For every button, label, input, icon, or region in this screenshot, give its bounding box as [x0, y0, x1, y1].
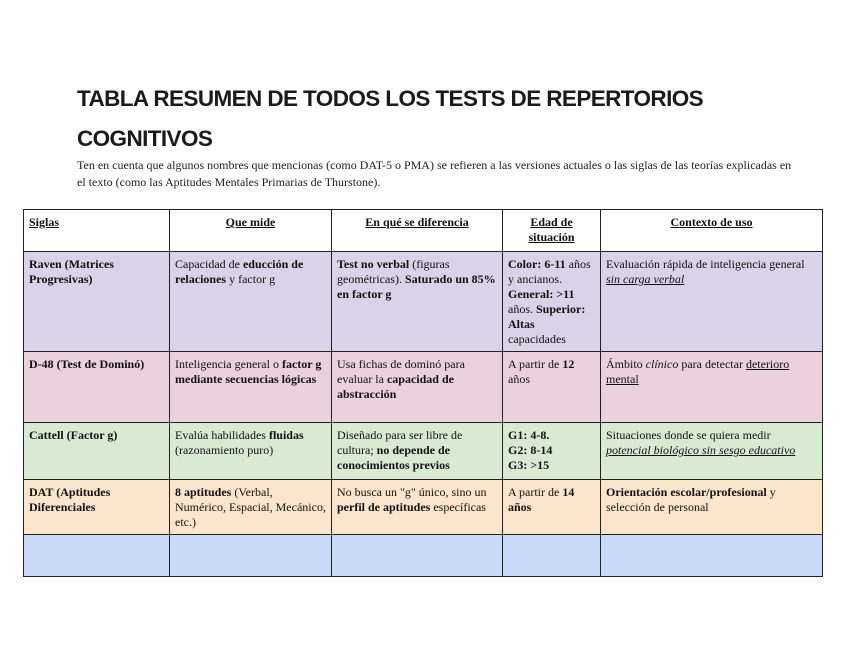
cell-sigla: D-48 (Test de Dominó) [24, 352, 170, 423]
cell-edad: Color: 6-11 años y ancianos. General: >11 años. Superior: Altas capacidades [503, 252, 601, 352]
cell-empty [503, 535, 601, 577]
cell-mide: Inteligencia general o factor g mediante secuencias lógicas [170, 352, 332, 423]
cell-sigla: DAT (Aptitudes Diferenciales [24, 480, 170, 535]
cell-mide: 8 aptitudes (Verbal, Numérico, Espacial, Mecánico, etc.) [170, 480, 332, 535]
table-row [24, 352, 823, 423]
cell-sigla: Raven (Matrices Progresivas) [24, 252, 170, 352]
cell-contexto: Evaluación rápida de inteligencia general sin carga verbal [601, 252, 823, 352]
cell-diferencia: Test no verbal (figuras geométricas). Saturado un 85% en factor g [332, 252, 503, 352]
cell-edad: A partir de 12 años [503, 352, 601, 423]
cell-diferencia: Usa fichas de dominó para evaluar la capacidad de abstracción [332, 352, 503, 423]
summary-table [23, 209, 823, 577]
intro-paragraph: Ten en cuenta que algunos nombres que mencionas (como DAT-5 o PMA) se refieren a las versiones actuales o las siglas de las teorías explicadas en el texto (como las Aptitudes Mentales Primarias de Thurstone). [77, 158, 792, 189]
cell-mide: Capacidad de educción de relaciones y factor g [170, 252, 332, 352]
header-diferencia: En qué se diferencia [332, 210, 503, 252]
table-header-row [24, 210, 823, 252]
cell-empty [332, 535, 503, 577]
cell-sigla: Cattell (Factor g) [24, 423, 170, 480]
table-row [24, 423, 823, 480]
cell-empty [24, 535, 170, 577]
cell-diferencia: Diseñado para ser libre de cultura; no depende de conocimientos previos [332, 423, 503, 480]
cell-edad: A partir de 14 años [503, 480, 601, 535]
cell-mide: Evalúa habilidades fluidas (razonamiento puro) [170, 423, 332, 480]
cell-contexto: Situaciones donde se quiera medir potencial biológico sin sesgo educativo [601, 423, 823, 480]
header-siglas: Siglas [24, 210, 170, 252]
header-edad: Edad de situación [503, 210, 601, 252]
cell-edad: G1: 4-8. G2: 8-14 G3: >15 [503, 423, 601, 480]
cell-diferencia: No busca un "g" único, sino un perfil de aptitudes específicas [332, 480, 503, 535]
table-row [24, 480, 823, 535]
cell-contexto: Ámbito clínico para detectar deterioro mental [601, 352, 823, 423]
cell-empty [601, 535, 823, 577]
table-row-empty [24, 535, 823, 577]
page-title: TABLA RESUMEN DE TODOS LOS TESTS DE REPERTORIOS COGNITIVOS [77, 86, 704, 151]
cell-empty [170, 535, 332, 577]
header-contexto: Contexto de uso [601, 210, 823, 252]
table-row [24, 252, 823, 352]
header-que-mide: Que mide [170, 210, 332, 252]
cell-contexto: Orientación escolar/profesional y selección de personal [601, 480, 823, 535]
